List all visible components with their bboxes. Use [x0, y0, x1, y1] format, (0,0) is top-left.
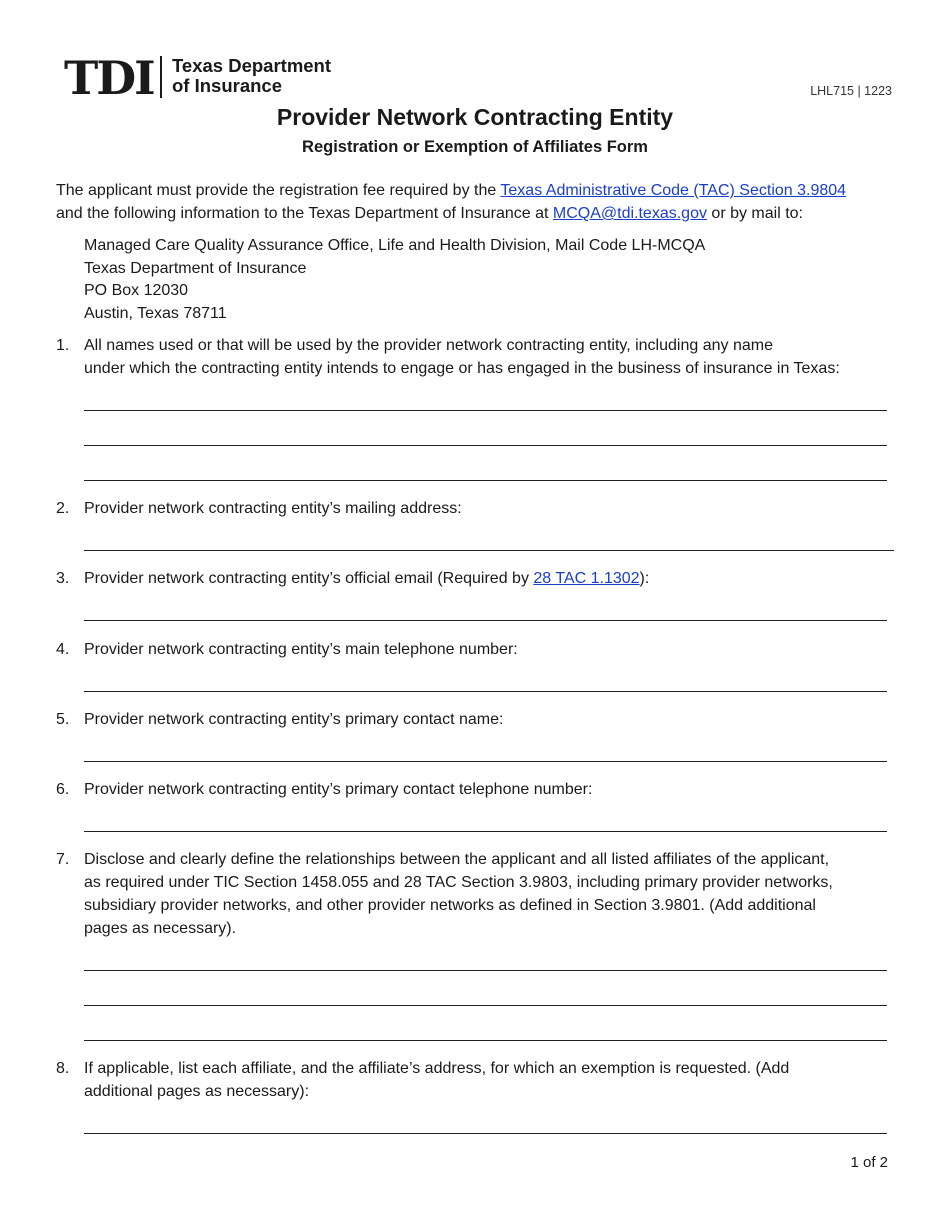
question-8-text [84, 1057, 896, 1103]
question-6-text: Provider network contracting entity’s primary contact telephone number: [84, 781, 593, 798]
intro-paragraph [56, 179, 906, 225]
answer-line-7c[interactable] [84, 1040, 887, 1041]
question-3-number: 3. [56, 570, 70, 587]
form-subtitle: Registration or Exemption of Affiliates Form [302, 138, 648, 156]
question-2-text: Provider network contracting entity’s mailing address: [84, 500, 462, 517]
page-number: 1 of 2 [850, 1154, 888, 1171]
question-1-text [84, 334, 896, 380]
question-3-text-after: ): [639, 570, 650, 587]
answer-line-7a[interactable] [84, 970, 887, 971]
intro-text-1: The applicant must provide the registration fee required by the [56, 182, 501, 199]
answer-line-7b[interactable] [84, 1005, 887, 1006]
logo-divider [160, 56, 162, 98]
question-4-text: Provider network contracting entity’s main telephone number: [84, 641, 518, 658]
address-line: Managed Care Quality Assurance Office, Life and Health Division, Mail Code LH-MCQA [84, 237, 706, 254]
intro-text-2: and the following information to the Texas Department of Insurance at [56, 205, 553, 222]
question-7-line: pages as necessary). [84, 920, 237, 937]
question-5-text: Provider network contracting entity’s primary contact name: [84, 711, 504, 728]
answer-line-2[interactable] [84, 550, 894, 551]
form-code: LHL715 | 1223 [810, 84, 892, 98]
question-2-number: 2. [56, 500, 70, 517]
answer-line-5[interactable] [84, 761, 887, 762]
question-8-line: additional pages as necessary): [84, 1083, 310, 1100]
question-7-number: 7. [56, 851, 70, 868]
answer-line-4[interactable] [84, 691, 887, 692]
address-line: PO Box 12030 [84, 282, 189, 299]
answer-line-1a[interactable] [84, 410, 887, 411]
answer-line-8[interactable] [84, 1133, 887, 1134]
logo-name-line1: Texas Department [172, 55, 332, 76]
tac-section-link[interactable]: Texas Administrative Code (TAC) Section 3.9804 [500, 182, 847, 199]
address-line: Texas Department of Insurance [84, 259, 307, 277]
question-8-line: If applicable, list each affiliate, and the affiliate’s address, for which an exemption is requested. (Add [84, 1060, 790, 1077]
tdi-logo-mark: TDI [64, 51, 154, 105]
question-1-line-2: under which the contracting entity intends to engage or has engaged in the business of insurance in Texas: [84, 360, 840, 377]
question-8-number: 8. [56, 1060, 70, 1077]
question-5-number: 5. [56, 711, 70, 728]
question-1-line-1: All names used or that will be used by the provider network contracting entity, including any name [84, 337, 773, 354]
mcqa-email-link[interactable]: MCQA@tdi.texas.gov [552, 205, 707, 222]
answer-line-1b[interactable] [84, 445, 887, 446]
question-3-text [84, 567, 896, 590]
tac-1302-link[interactable]: 28 TAC 1.1302 [533, 570, 640, 587]
question-7-line: as required under TIC Section 1458.055 and 28 TAC Section 3.9803, including primary provider networks, [84, 874, 833, 891]
question-7-line: Disclose and clearly define the relationships between the applicant and all listed affiliates of the applicant, [84, 851, 830, 868]
answer-line-3[interactable] [84, 620, 887, 621]
address-line: Austin, Texas 78711 [84, 304, 227, 322]
question-3-text-before: Provider network contracting entity’s official email (Required by [84, 570, 534, 587]
question-4-number: 4. [56, 641, 70, 658]
question-7-text [84, 848, 896, 940]
question-6-number: 6. [56, 781, 70, 798]
logo-name-line2: of Insurance [172, 75, 282, 96]
answer-line-1c[interactable] [84, 480, 887, 481]
intro-text-3: or by mail to: [706, 205, 803, 222]
question-1-number: 1. [56, 337, 70, 354]
form-title: Provider Network Contracting Entity [276, 104, 674, 130]
tdi-logo-name [172, 56, 331, 96]
mailing-address-block [84, 234, 884, 324]
question-7-line: subsidiary provider networks, and other provider networks as defined in Section 3.9801. (Add additional [84, 897, 816, 914]
answer-line-6[interactable] [84, 831, 887, 832]
